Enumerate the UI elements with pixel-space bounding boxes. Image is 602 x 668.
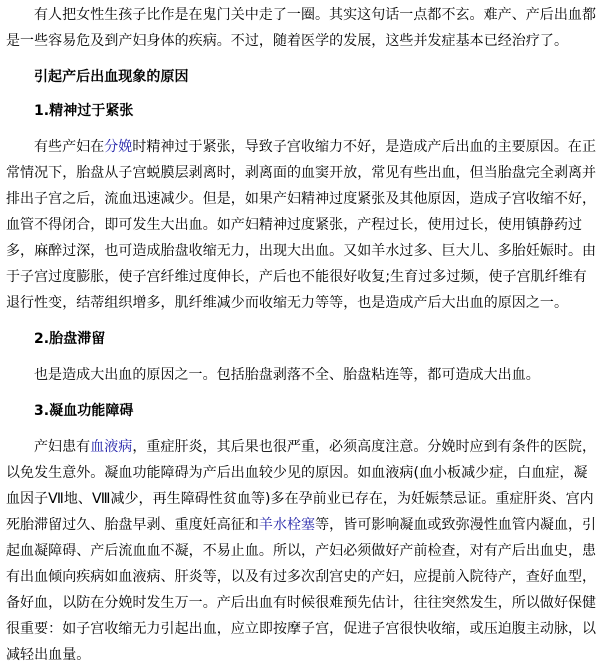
link-yangshuishuansai[interactable]: 羊水栓塞 (258, 517, 316, 533)
heading-2: 2.胎盘滞留 (34, 331, 106, 347)
text: 有些产妇在 (34, 139, 105, 155)
paragraph-3 (6, 434, 598, 668)
paragraph-2: 也是造成大出血的原因之一。包括胎盘剥落不全、胎盘粘连等，都可造成大出血。 (34, 367, 540, 383)
text: ，重症肝炎，其后果也很严重，必须高度注意。分娩时应到有条件的医院，以免发生意外。凝血功能障碍为产后出血较少见的原因。如血液病(血小板减少症，白血症，凝血因子Ⅶ地、Ⅷ减少，再生障碍性贫血等)多在孕前业已存在，为妊娠禁忌证。重症肝炎、宫内死胎滞留过久、胎盘早剥、重度妊高征和 (6, 439, 597, 533)
text: 等，皆可影响凝血或致弥漫性血管内凝血，引起血凝障碍、产后流血血不凝，不易止血。所以，产妇必须做好产前检查，对有产后出血史，患有出血倾向疾病如血液病、肝炎等，以及有过多次刮宫史的产妇，应提前入院待产，查好血型，备好血，以防在分娩时发生万一。产后出血有时候很难预先估计，往往突然发生，所以做好保健很重要：如子宫收缩无力引起出血，应立即按摩子宫，促进子宫很快收缩，或压迫腹主动脉，以减轻出血量。 (6, 517, 597, 663)
heading-3: 3.凝血功能障碍 (34, 403, 134, 419)
paragraph-1 (6, 134, 598, 316)
heading-1: 1.精神过于紧张 (34, 103, 134, 119)
text: 时精神过于紧张，导致子宫收缩力不好，是造成产后出血的主要原因。在正常情况下，胎盘从子宫蜕膜层剥离时，剥离面的血窦开放，常见有些出血，但当胎盘完全剥离并排出子宫之后，流血迅速减少。但是，如果产妇精神过度紧张及其他原因，造成子宫收缩不好，血管不得闭合，即可发生大出血。如产妇精神过度紧张，产程过长，使用过长，使用镇静药过多，麻醉过深，也可造成胎盘收缩无力，出现大出血。又如羊水过多、巨大儿、多胎妊娠时。由于子宫过度膨胀，使子宫纤维过度伸长，产后也不能很好收复;生育过多过频，使子宫肌纤维有退行性变，结蒂组织增多，肌纤维减少而收缩无力等等，也是造成产后大出血的原因之一。 (6, 139, 597, 311)
link-xueyebing[interactable]: 血液病 (90, 439, 133, 455)
link-fenmian[interactable]: 分娩 (104, 139, 133, 155)
section-title: 引起产后出血现象的原因 (34, 69, 189, 85)
intro-paragraph: 有人把女性生孩子比作是在鬼门关中走了一圈。其实这句话一点都不玄。难产、产后出血都是一些容易危及到产妇身体的疾病。不过，随着医学的发展，这些并发症基本已经治疗了。 (6, 7, 596, 49)
text: 产妇患有 (34, 439, 91, 455)
